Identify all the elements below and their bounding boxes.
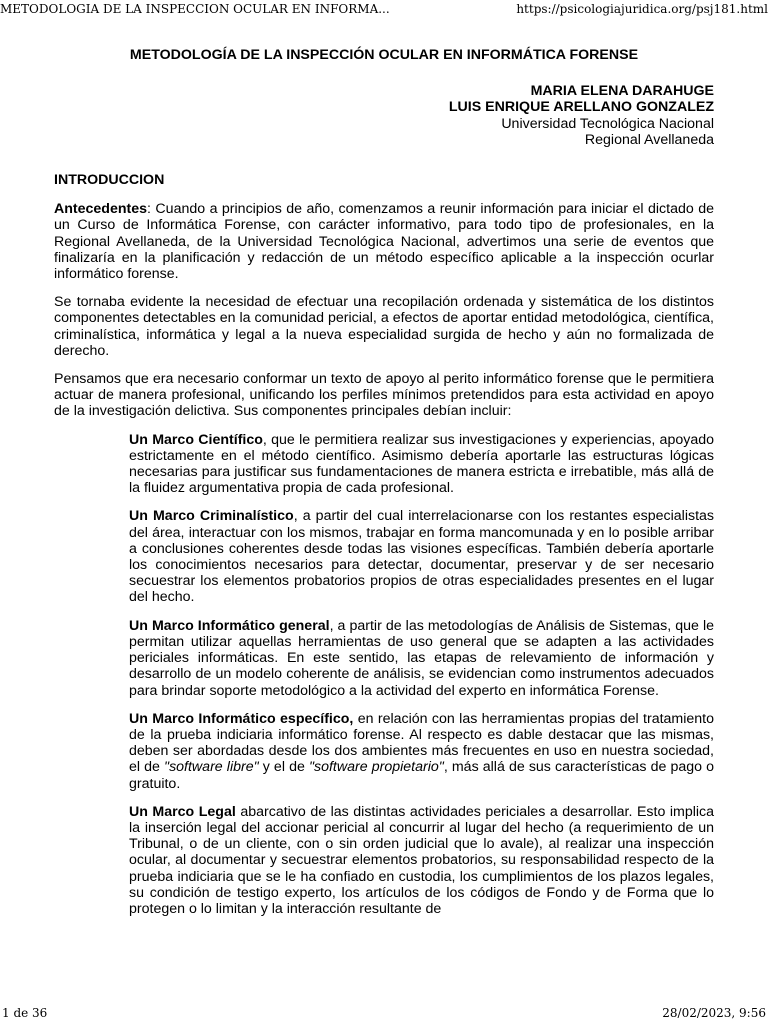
page-count: 1 de 36: [2, 1006, 48, 1020]
item-lead: Un Marco Informático general: [129, 617, 330, 634]
print-header-url[interactable]: https://psicologiajuridica.org/psj181.html: [516, 2, 768, 16]
print-datetime: 28/02/2023, 9:56: [662, 1006, 766, 1020]
item-italic-text: "software libre": [164, 759, 259, 776]
paragraph: Se tornaba evidente la necesidad de efectuar una recopilación ordenada y sistemática de los distintos componentes detectables en la comunidad pericial, a efectos de aportar entidad metodológica, científica, criminalística, informática y legal a la nueva especialidad surgida de hecho y aún no formalizada de derecho.: [54, 294, 714, 359]
item-text: abarcativo de las distintas actividades periciales a desarrollar. Esto implica la inserción legal del accionar pericial al concurrir al lugar del hecho (a requerimiento de un Tribunal, o de un cliente, con o sin orden judicial que lo avale), al realizar una inspección ocular, al documentar y secuestrar elementos probatorios, su responsabilidad respecto de la prueba indiciaria que se le ha confiado en custodia, los cumplimientos de los plazos legales, su condición de testigo experto, los artículos de los códigos de Fondo y de Forma que lo protegen o lo limitan y la interacción resultante de: [129, 803, 715, 917]
author-block: [54, 83, 714, 148]
article-title: METODOLOGÍA DE LA INSPECCIÓN OCULAR EN INFORMÁTICA FORENSE: [129, 47, 639, 63]
item-text: , a partir de las metodologías de Análisis de Sistemas, que le permitan utilizar aquellas herramientas de uso general que se adapten a las actividades periciales informáticas. En este sentido, las etapas de relevamiento de información y desarrollo de un modelo coherente de análisis, se evidencian como instrumentos adecuados para brindar soporte metodológico a la actividad del experto en informática Forense.: [129, 617, 714, 699]
list-item-marco-informatico-especifico: [129, 711, 714, 792]
list-item-marco-legal: [129, 804, 714, 917]
list-item-marco-cientifico: [129, 432, 714, 497]
document-page: [54, 47, 714, 929]
section-heading: INTRODUCCION: [54, 172, 165, 189]
paragraph-text: : Cuando a principios de año, comenzamos a reunir información para iniciar el dictado de un Curso de Informática Forense, con carácter informativo, para todo tipo de profesionales, en la Regional Avellaneda, de la Universidad Tecnológica Nacional, advertimos una serie de eventos que finalizaría en la planificación y redacción de un método específico aplicable a la inspección ocurlar informático forense.: [54, 201, 714, 283]
print-header-title: METODOLOGIA DE LA INSPECCION OCULAR EN INFORMA...: [0, 2, 390, 16]
item-text: , que le permitiera realizar sus investigaciones y experiencias, apoyado estrictamente en el método científico. Asimismo debería aportarle las estructuras lógicas necesarias para justificar sus fundamentaciones de manera estricta e irrebatible, más allá de la fluidez argumentativa propia de cada profesional.: [129, 431, 714, 497]
author-name: MARIA ELENA DARAHUGE: [530, 83, 714, 100]
item-lead: Un Marco Criminalístico: [129, 508, 294, 525]
print-header: [0, 0, 768, 20]
paragraph: Pensamos que era necesario conformar un texto de apoyo al perito informático forense que le permitiera actuar de manera profesional, unificando los perfiles mínimos pretendidos para esta actividad en apoyo de la investigación delictiva. Sus componentes principales debían incluir:: [54, 371, 714, 420]
item-lead: Un Marco Legal: [129, 803, 236, 820]
print-footer: [0, 1004, 768, 1024]
item-text: y el de: [258, 759, 309, 776]
affiliation-line: Universidad Tecnológica Nacional: [501, 115, 714, 132]
item-lead: Un Marco Informático específico,: [129, 710, 354, 727]
affiliation-line: Regional Avellaneda: [584, 131, 714, 148]
item-italic-text: "software propietario": [308, 759, 444, 776]
item-text: , a partir del cual interrelacionarse con los restantes especialistas del área, interactuar con los mismos, trabajar en forma mancomunada y en lo posible arribar a conclusiones coherentes desde todas las visiones específicas. También debería aportarle los conocimientos necesarios para detectar, documentar, preservar y de ser necesario secuestrar los elementos probatorios propios de otras especialidades presentes en el lugar del hecho.: [129, 508, 714, 606]
paragraph-antecedentes: [54, 201, 714, 282]
list-item-marco-criminalistico: [129, 508, 714, 605]
author-name: LUIS ENRIQUE ARELLANO GONZALEZ: [448, 99, 714, 116]
item-text: , más allá de sus características de pago o gratuito.: [129, 759, 714, 792]
paragraph-lead: Antecedentes: [54, 201, 148, 218]
list-item-marco-informatico-general: [129, 618, 714, 699]
item-lead: Un Marco Científico: [129, 431, 263, 448]
item-text: en relación con las herramientas propias del tratamiento de la prueba indiciaria informático forense. Al respecto es dable destacar que las mismas, deben ser abordadas desde los dos ambientes más frecuentes en uso en nuestra sociedad, el de: [129, 710, 714, 776]
